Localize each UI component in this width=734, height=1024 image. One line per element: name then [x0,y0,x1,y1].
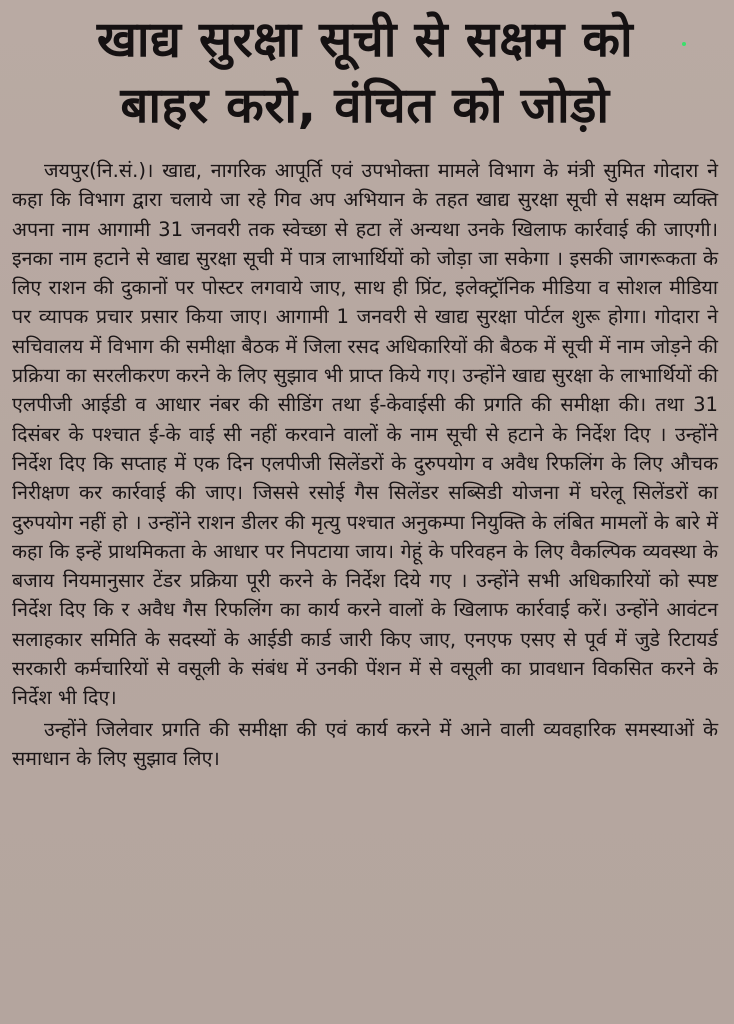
green-speck [682,42,686,46]
headline-line-2: बाहर करो, वंचित को जोड़ो [120,77,610,134]
headline [12,8,718,138]
article-paragraph-1: जयपुर(नि.सं.)। खाद्य, नागरिक आपूर्ति एवं उपभोक्ता मामले विभाग के मंत्री सुमित गोदारा ने कहा कि विभाग द्वारा चलाये जा रहे गिव अप अभियान के तहत खाद्य सुरक्षा सूची से सक्षम व्यक्ति अपना नाम आगामी 31 जनवरी तक स्वेच्छा से हटा लें अन्यथा उनके खिलाफ कार्रवाई की जाएगी। इनका नाम हटाने से खाद्य सुरक्षा सूची में पात्र लाभार्थियों को जोड़ा जा सकेगा । इसकी जागरूकता के लिए राशन की दुकानों पर पोस्टर लगवाये जाए, साथ ही प्रिंट, इलेक्ट्रॉनिक मीडिया व सोशल मीडिया पर व्यापक प्रचार प्रसार किया जाए। आगामी 1 जनवरी से खाद्य सुरक्षा पोर्टल शुरू होगा। गोदारा ने सचिवालय में विभाग की समीक्षा बैठक में जिला रसद अधिकारियों की बैठक में सूची में नाम जोड़ने की प्रक्रिया का सरलीकरण करने के लिए सुझाव भी प्राप्त किये गए। उन्होंने खाद्य सुरक्षा के लाभार्थियों की एलपीजी आईडी व आधार नंबर की सीडिंग तथा ई-केवाईसी की प्रगति की समीक्षा की। तथा 31 दिसंबर के पश्चात ई-के वाई सी नहीं करवाने वालों के नाम सूची से हटाने के निर्देश दिए । उन्होंने निर्देश दिए कि सप्ताह में एक दिन एलपीजी सिलेंडरों के दुरुपयोग व अवैध रिफलिंग के लिए औचक निरीक्षण कर कार्रवाई की जाए। जिससे रसोई गैस सिलेंडर सब्सिडी योजना में घरेलू सिलेंडरों का दुरुपयोग नहीं हो । उन्होंने राशन डीलर की मृत्यु पश्चात अनुकम्पा नियुक्ति के लंबित मामलों के बारे में कहा कि इन्हें प्राथमिकता के आधार पर निपटाया जाय। गेहूं के परिवहन के लिए वैकल्पिक व्यवस्था के बजाय नियमानुसार टेंडर प्रक्रिया पूरी करने के निर्देश दिये गए । उन्होंने सभी अधिकारियों को स्पष्ट निर्देश दिए कि र अवैध गैस रिफलिंग का कार्य करने वालों के खिलाफ कार्रवाई करें। उन्होंने आवंटन सलाहकार समिति के सदस्यों के आईडी कार्ड जारी किए जाए, एनएफ एसए से पूर्व में जुडे रिटायर्ड सरकारी कर्मचारियों से वसूली के संबंध में उनकी पेंशन में से वसूली का प्रावधान विकसित करने के निर्देश भी दिए। [12,159,718,710]
article-body [12,156,718,773]
article-paragraph-2: उन्होंने जिलेवार प्रगति की समीक्षा की एवं कार्य करने में आने वाली व्यवहारिक समस्याओं के समाधान के लिए सुझाव लिए। [12,717,718,770]
headline-line-1: खाद्य सुरक्षा सूची से सक्षम को [96,11,634,68]
